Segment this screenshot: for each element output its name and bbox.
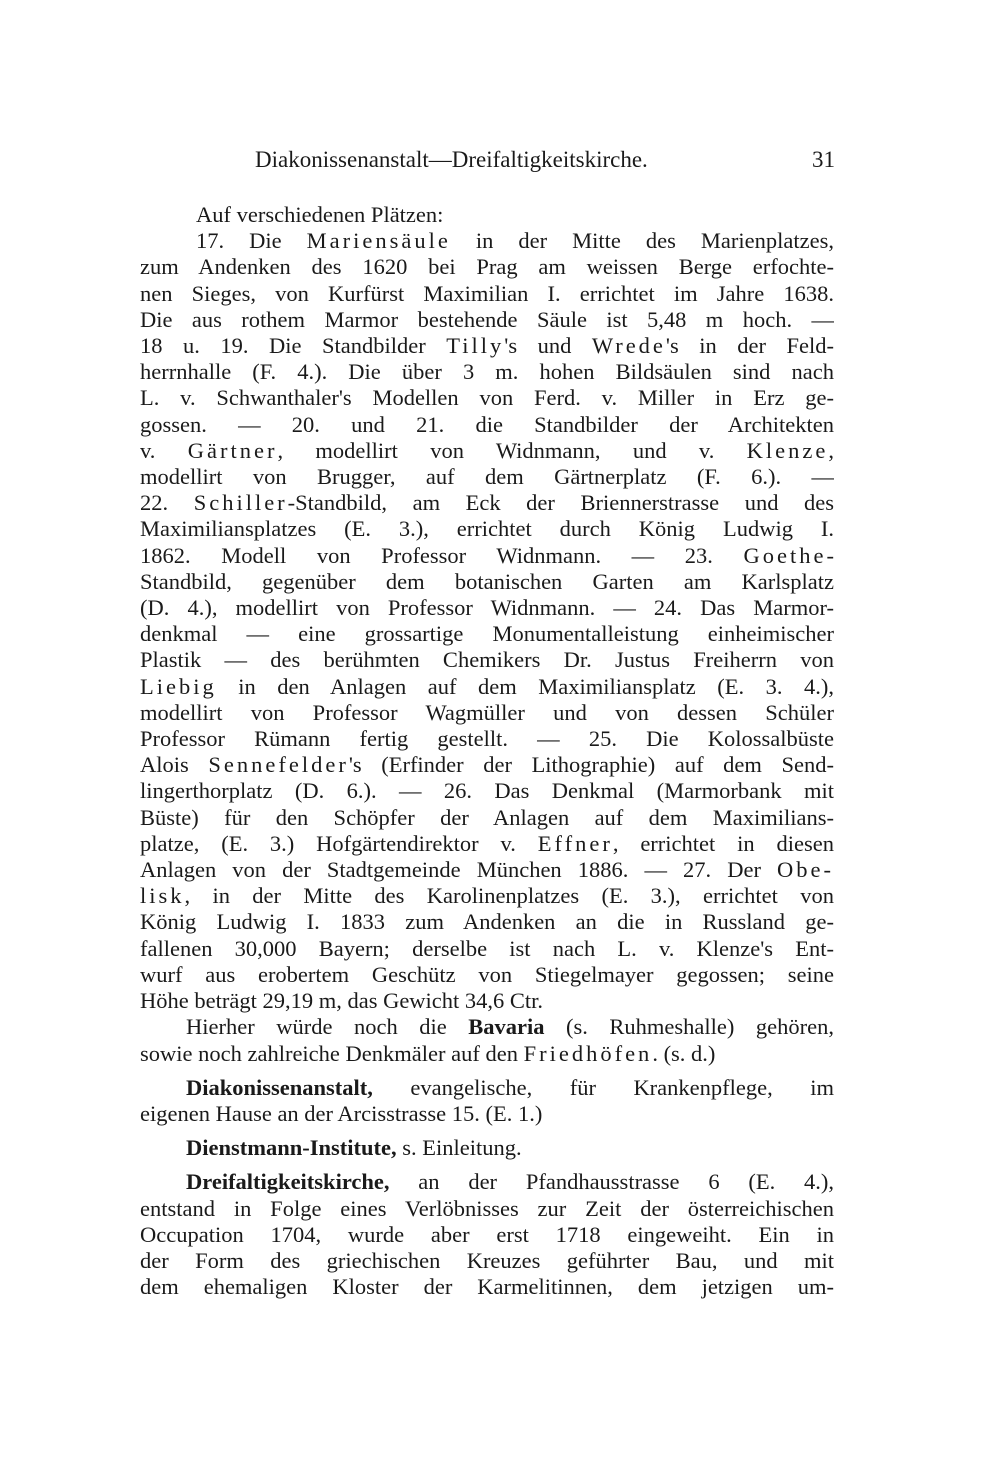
text-run: lingerthorplatz (D. 6.). — 26. Das Denkmal (Marmorbank mit [140,778,834,804]
text-line [140,1222,834,1248]
text-line [140,831,834,857]
spaced-name: Schiller [193,490,288,516]
text-run: 18 u. 19. Die Standbilder [140,333,447,359]
text-run: , [828,437,834,463]
text-line [140,490,834,516]
spaced-name: Tilly [446,333,505,359]
spaced-name: Liebig [140,673,217,699]
text-line [140,438,834,464]
text-line [140,805,834,831]
spaced-name: Klenze [746,437,829,463]
text-run: denkmal — eine grossartige Monumentalleistung einheimischer [140,621,834,647]
spaced-name: Effner [537,830,613,856]
text-run: Höhe beträgt 29,19 m, das Gewicht 34,6 Ctr. [140,988,544,1014]
text-run: platze, (E. 3.) Hofgärtendirektor v. [140,830,538,856]
text-run: Professor Rümann fertig gestellt. — 25. Die Kolossalbüste [140,726,834,752]
text-run: v. [140,437,188,463]
text-line [140,1014,834,1040]
text-run: modellirt von Professor Wagmüller und von dessen Schüler [140,699,834,725]
text-run: gossen. — 20. und 21. die Standbilder der Architekten [140,411,834,437]
text-run: Plastik — des berühmten Chemikers Dr. Justus Freiherrn von [140,647,834,673]
text-line [140,647,834,673]
text-line [140,621,834,647]
spaced-name: Goethe [743,542,827,568]
text-line [140,1135,834,1161]
text-line [140,1075,834,1101]
text-line [140,464,834,490]
text-line [140,569,834,595]
text-run: 's in der Feld- [665,333,834,359]
text-run: dem ehemaligen Kloster der Karmelitinnen, dem jetzigen um- [140,1274,834,1300]
text-run: in den Anlagen auf dem Maximiliansplatz (E. 3. 4.), [216,673,834,699]
text-line [140,202,834,228]
text-run: 's und [504,333,592,359]
text-line [140,674,834,700]
text-run: , modellirt von Widnmann, und v. [277,437,747,463]
spaced-name: Mariensäule [306,228,451,254]
text-line [140,1248,834,1274]
text-line [140,1041,834,1067]
text-line [140,228,834,254]
text-run: Occupation 1704, wurde aber erst 1718 eingeweiht. Ein in [140,1221,834,1247]
spaced-name: lisk [140,883,185,909]
paragraph-gap [140,1067,834,1075]
text-line [140,595,834,621]
text-line [140,909,834,935]
text-line [140,752,834,778]
text-run: 22. [140,490,194,516]
text-line [140,254,834,280]
spaced-name: Gärtner [187,437,278,463]
bold-term: Diakonissenanstalt, [186,1074,373,1100]
bold-term: Bavaria [468,1014,545,1040]
text-run: s. Einleitung. [396,1135,522,1161]
text-run: entstand in Folge eines Verlöbnisses zur Zeit der österreichischen [140,1195,834,1221]
text-line [140,543,834,569]
text-line [140,1274,834,1300]
text-line [140,385,834,411]
bold-term: Dreifaltigkeitskirche, [186,1169,390,1195]
text-run: in der Mitte des Marienplatzes, [450,228,834,254]
text-line [140,516,834,542]
text-run: L. v. Schwanthaler's Modellen von Ferd. v. Miller in Erz ge- [140,385,834,411]
text-run: Standbild, gegenüber dem botanischen Garten am Karlsplatz [140,568,834,594]
text-line [140,307,834,333]
text-line [140,700,834,726]
text-line [140,962,834,988]
text-run: 1862. Modell von Professor Widnmann. — 23. [140,542,744,568]
text-run: eigenen Hause an der Arcisstrasse 15. (E. 1.) [140,1100,543,1126]
text-run: (s. Ruhmeshalle) gehören, [544,1014,834,1040]
text-run: 's (Erfinder der Lithographie) auf dem Send- [348,752,834,778]
text-run: , errichtet in diesen [612,830,834,856]
text-line [140,1169,834,1195]
text-run: herrnhalle (F. 4.). Die über 3 m. hohen Bildsäulen sind nach [140,359,834,385]
text-line [140,412,834,438]
text-run: 17. Die [196,228,307,254]
text-line [140,333,834,359]
paragraph-gap [140,1161,834,1169]
running-head-title: Diakonissenanstalt—Dreifaltigkeitskirche. [255,147,648,172]
spaced-name: Sennefelder [208,752,349,778]
text-run: Auf verschiedenen Plätzen: [196,202,444,227]
text-run: Hierher würde noch die [186,1014,469,1040]
text-line [140,359,834,385]
text-line [140,1101,834,1127]
bold-term: Dienstmann-Institute, [186,1135,397,1161]
text-run: wurf aus erobertem Geschütz von Stiegelmayer gegossen; seine [140,961,834,987]
text-run: , in der Mitte des Karolinenplatzes (E. 3.), errichtet von [184,883,834,909]
text-run: nen Sieges, von Kurfürst Maximilian I. errichtet im Jahre 1638. [140,280,834,306]
spaced-name: Wrede [591,333,666,359]
text-line [140,883,834,909]
text-run: . (s. d.) [652,1040,716,1066]
text-line [140,726,834,752]
text-run: - [826,542,834,568]
text-run: modellirt von Brugger, auf dem Gärtnerplatz (F. 6.). — [140,464,834,490]
text-run: evangelische, für Krankenpflege, im [372,1074,834,1100]
spaced-name: Friedhöfen [523,1040,653,1066]
text-run: Die aus rothem Marmor bestehende Säule ist 5,48 m hoch. — [140,306,834,332]
body-text [140,202,834,1300]
text-line [140,936,834,962]
paragraph-gap [140,1127,834,1135]
text-line [140,857,834,883]
text-line [140,281,834,307]
text-run: sowie noch zahlreiche Denkmäler auf den [140,1040,524,1066]
text-run: an der Pfandhausstrasse 6 (E. 4.), [389,1169,834,1195]
text-run: fallenen 30,000 Bayern; derselbe ist nach L. v. Klenze's Ent- [140,935,834,961]
text-run: Büste) für den Schöpfer der Anlagen auf dem Maximilians- [140,804,834,830]
text-run: der Form des griechischen Kreuzes geführter Bau, und mit [140,1247,834,1273]
text-run: Alois [140,752,209,778]
spaced-name: Obe- [777,857,834,883]
page-number: 31 [812,147,835,172]
text-line [140,1196,834,1222]
text-run: (D. 4.), modellirt von Professor Widnmann. — 24. Das Marmor- [140,595,834,621]
text-line [140,778,834,804]
text-run: Maximiliansplatzes (E. 3.), errichtet durch König Ludwig I. [140,516,834,542]
text-run: zum Andenken des 1620 bei Prag am weissen Berge erfochte- [140,254,834,280]
text-run: König Ludwig I. 1833 zum Andenken an die in Russland ge- [140,909,834,935]
text-run: -Standbild, am Eck der Briennerstrasse und des [287,490,834,516]
text-line [140,988,834,1014]
text-run: Anlagen von der Stadtgemeinde München 1886. — 27. Der [140,857,778,883]
